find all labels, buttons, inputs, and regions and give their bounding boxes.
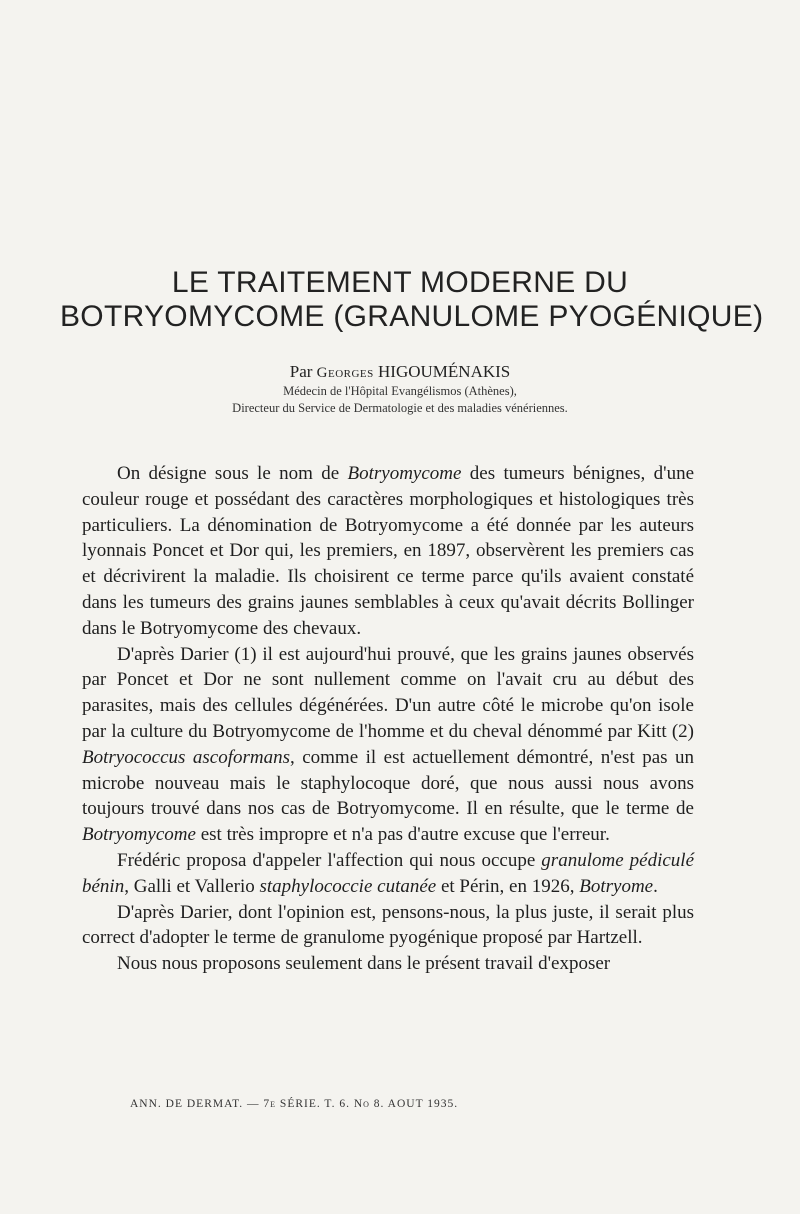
- italic-term: Botryomycome: [82, 824, 196, 846]
- author-first-name: Georges: [316, 365, 374, 381]
- text-run: , Galli et Vallerio: [124, 875, 260, 897]
- paragraph-4: [82, 900, 694, 952]
- article-title-line-2: BOTRYOMYCOME (GRANULOME PYOGÉNIQUE): [60, 300, 764, 333]
- author-prefix: Par: [289, 362, 313, 381]
- italic-term: staphylococcie cutanée: [259, 875, 437, 897]
- author-affiliation-2: Directeur du Service de Dermatologie et des maladies vénériennes.: [232, 401, 568, 415]
- text-run: , comme il est actuellement démontré, n'est pas un microbe nouveau mais le staphylocoque doré, que nous aussi nous avons toujours trouvé dans nos cas de Botryomycome. Il en résulte, que le terme de: [82, 746, 694, 820]
- text-run: On désigne sous le nom de: [117, 463, 348, 484]
- article-title-line-1: LE TRAITEMENT MODERNE DU: [171, 266, 629, 299]
- italic-term: granulome pédiculé bénin: [82, 849, 695, 897]
- italic-term: Botryomycome: [347, 463, 462, 484]
- italic-term: Botryococcus ascoformans: [82, 746, 290, 768]
- text-run: Nous nous proposons seulement dans le présent travail d'exposer: [117, 953, 611, 975]
- paragraph-1: [82, 461, 694, 642]
- author-affiliation-1: Médecin de l'Hôpital Evangélismos (Athènes),: [283, 384, 517, 398]
- journal-footer: ANN. DE DERMAT. — 7e SÉRIE. T. 6. No 8. AOUT 1935.: [130, 1098, 459, 1110]
- paragraph-5: [82, 951, 694, 977]
- text-run: et Périn, en 1926,: [436, 875, 580, 897]
- text-run: est très impropre et n'a pas d'autre excuse que l'erreur.: [195, 824, 610, 846]
- text-run: D'après Darier (1) il est aujourd'hui prouvé, que les grains jaunes observés par Poncet et Dor ne sont nullement comme on l'avait cru au début des parasites, mais des cellules dégénérées. D'un autre côté le microbe qu'on isole par la culture du Botryomycome de l'homme et du cheval dénommé par Kitt (2): [82, 643, 694, 742]
- paragraph-3: [82, 848, 694, 900]
- text-run: des tumeurs bénignes, d'une couleur rouge et possédant des caractères morphologiques et histologiques très particuliers. La dénomination de Botryomycome a été donnée par les auteurs lyonnais Poncet et Dor qui, les premiers, en 1897, observèrent les premiers cas et décrivirent la maladie. Ils choisirent ce terme parce qu'ils avaient constaté dans les tumeurs des grains jaunes semblables à ceux qu'avait décrits Bollinger dans le Botryomycome des chevaux.: [82, 463, 694, 639]
- text-run: Frédéric proposa d'appeler l'affection qui nous occupe: [117, 849, 542, 871]
- text-run: .: [653, 875, 658, 897]
- italic-term: Botryome: [579, 875, 654, 897]
- author-line: [0, 362, 800, 382]
- article-body: [82, 461, 694, 977]
- text-run: D'après Darier, dont l'opinion est, pensons-nous, la plus juste, il serait plus correct d'adopter le terme de granulome pyogénique proposé par Hartzell.: [82, 901, 694, 949]
- paragraph-2: [82, 642, 694, 848]
- author-last-name: HIGOUMÉNAKIS: [378, 362, 511, 381]
